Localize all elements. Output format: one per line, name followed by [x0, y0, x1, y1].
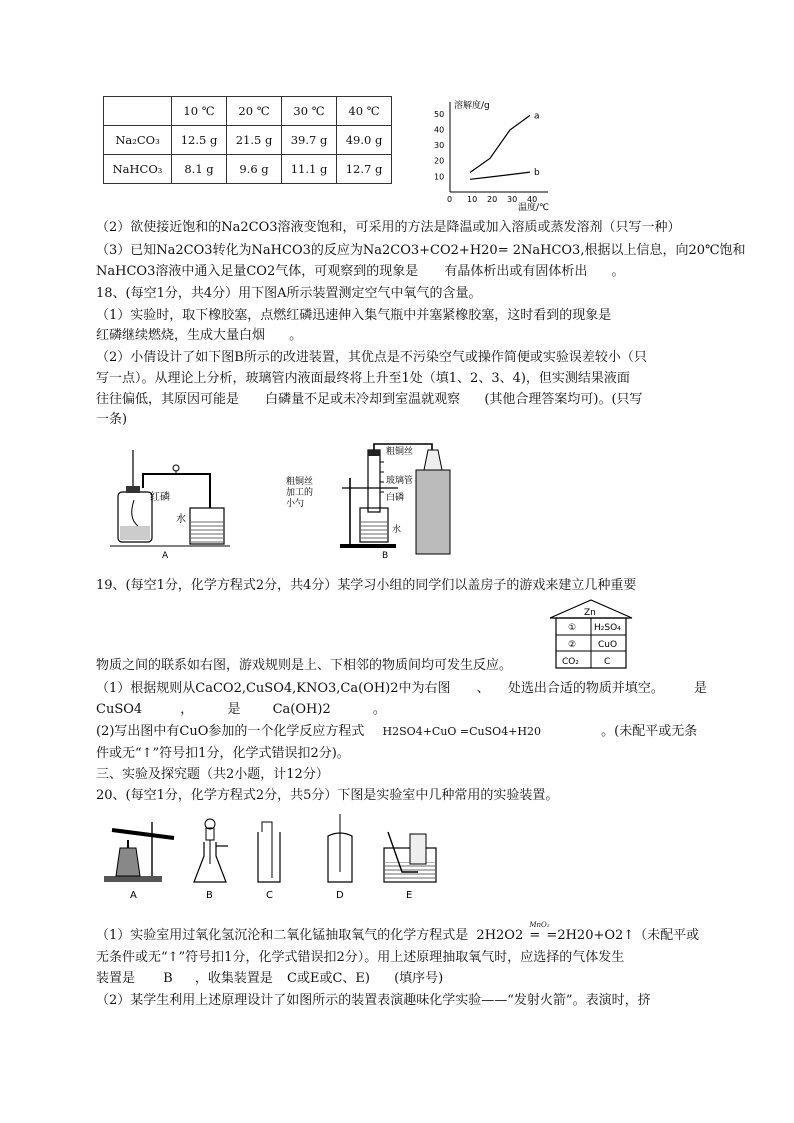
apparatus-e	[384, 832, 436, 901]
x-axis-label: 温度/℃	[518, 203, 550, 213]
text-fragment: （1）实验室用过氧化氢沉沦和二氧化锰抽取氧气的化学方程式是	[96, 928, 469, 943]
answer-text: 有晶体析出或有固体析出	[444, 264, 588, 279]
answer-text: Ca(OH)2	[272, 702, 331, 717]
series-label: b	[534, 168, 540, 179]
apparatus-label: B	[206, 890, 213, 901]
catalyst-condition: MnO₂ =	[529, 926, 540, 945]
table-cell: 12.5 g	[172, 126, 227, 155]
apparatus-d	[328, 814, 352, 901]
table-header-cell: 20 ℃	[227, 97, 282, 126]
text-line: （2）小倩设计了如下图B所示的改进装置，其优点是不污染空气或操作简便或实验误差较小（只	[96, 350, 647, 365]
text-line	[96, 326, 302, 345]
text-line: （3）已知Na2CO3转化为NaHCO3的反应为Na2CO3+CO2+H20= 2NaHCO3,根据以上信息，向20℃饱和	[96, 243, 746, 258]
text-line: 一条)	[96, 412, 128, 427]
text-fragment: 往往偏低，其原因可能是	[96, 392, 240, 407]
answer-text: H2SO4+CuO =CuSO4+H20	[382, 725, 541, 738]
text-line: （2）某学生利用上述原理设计了如图所示的装置表演趣味化学实验——“发射火箭”。表演时，挤	[96, 993, 651, 1008]
table-cell: 49.0 g	[337, 126, 392, 155]
apparatus-b	[194, 819, 228, 901]
text-fragment: ，	[180, 702, 194, 717]
text-line: 件或无“↑”符号扣1分，化学式错误扣2分)。	[96, 746, 350, 761]
text-fragment: (2)写出图中有CuO参加的一个化学反应方程式	[96, 724, 365, 739]
text-fragment: (其他合理答案均可)。(只写	[484, 392, 643, 407]
text-fragment: ，收集装置是	[194, 971, 273, 986]
figure-b-apparatus	[282, 440, 462, 560]
text-line: （1）实验时，取下橡胶塞，点燃红磷迅速伸入集气瓶中并塞紧橡胶塞，这时看到的现象是	[96, 308, 612, 323]
figure-caption: B	[382, 551, 389, 560]
y-tick-label: 40	[434, 125, 445, 135]
figure-caption: A	[162, 551, 169, 560]
answer-text: 红磷继续燃烧，生成大量白烟	[96, 328, 266, 343]
row-label: Na₂CO₃	[104, 126, 172, 155]
text-fragment: （1）根据规则从CaCO2,CuSO4,KNO3,Ca(OH)2中为右图	[96, 681, 451, 696]
table-header-cell: 10 ℃	[172, 97, 227, 126]
x-tick-label: 40	[527, 195, 538, 204]
table-header-row	[104, 97, 392, 126]
answer-text: 白磷量不足或未冷却到室温就观察	[265, 392, 461, 407]
table-cell: 21.5 g	[227, 126, 282, 155]
text-line	[96, 921, 700, 945]
label-copper-wire: 粗铜丝	[386, 447, 414, 457]
text-fragment: 是	[693, 681, 707, 696]
label-copper-spoon: 粗铜丝加工的小勺	[286, 477, 314, 509]
label-water: 水	[176, 514, 186, 525]
y-tick-label: 50	[434, 109, 445, 119]
table-cell: 12.7 g	[337, 155, 392, 184]
wood-block	[416, 470, 450, 554]
text-fragment: 处选出合适的物质并填空。	[507, 681, 664, 696]
table-row	[104, 155, 392, 184]
row-label: NaHCO₃	[104, 155, 172, 184]
table-cell: 39.7 g	[282, 126, 337, 155]
house-diagram	[548, 598, 634, 670]
text-line	[96, 722, 697, 741]
answer-text: C或E或C、E)	[287, 971, 370, 986]
figure-a-apparatus	[110, 448, 230, 560]
y-tick-label: 20	[434, 156, 445, 166]
house-cell: C	[604, 657, 611, 667]
solubility-table	[103, 96, 392, 184]
house-cell: ①	[568, 623, 577, 633]
text-line: 无条件或无“↑”符号扣1分，化学式错误扣2分）。用上述原理抽取氧气时，应选择的气体发生	[96, 950, 625, 965]
y-tick-label: 30	[434, 141, 445, 151]
text-line	[96, 700, 386, 719]
text-fragment: 、	[476, 681, 490, 696]
house-cell: H₂SO₄	[594, 623, 621, 633]
table-cell: 8.1 g	[172, 155, 227, 184]
label-water: 水	[392, 525, 402, 535]
text-line	[96, 390, 643, 409]
text-fragment: 。(未配平或无条	[601, 724, 698, 739]
apparatus-label: C	[266, 890, 273, 901]
answer-text: CuSO4	[96, 702, 143, 717]
apparatus-a	[104, 822, 174, 901]
table-row	[104, 126, 392, 155]
answer-text: 2H2O2	[476, 928, 524, 943]
text-fragment: 是	[227, 702, 241, 717]
text-line	[96, 262, 625, 281]
text-fragment: 。	[611, 264, 625, 279]
text-line: 19、(每空1分，化学方程式2分，共4分）某学习小组的同学们以盖房子的游戏来建立几种重要	[96, 578, 637, 593]
apparatus-label: D	[336, 890, 344, 901]
table-header-cell: 30 ℃	[282, 97, 337, 126]
label-glass-tube: 玻璃管	[386, 476, 414, 486]
house-cell: CO₂	[562, 657, 579, 667]
house-cell: CuO	[598, 640, 618, 650]
house-roof-label: Zn	[584, 608, 596, 618]
answer-text: B	[163, 971, 173, 986]
text-line	[96, 679, 707, 698]
series-line-a	[470, 115, 530, 172]
x-tick-label: 0	[447, 195, 453, 204]
x-tick-label: 20	[487, 195, 498, 204]
table-cell: 11.1 g	[282, 155, 337, 184]
table-cell: 9.6 g	[227, 155, 282, 184]
label-red-phosphorus: 红磷	[150, 492, 170, 503]
text-fragment: 装置是	[96, 971, 136, 986]
apparatus-label: A	[130, 890, 137, 901]
text-fragment: 。	[289, 328, 303, 343]
lab-apparatus-figure	[100, 812, 440, 904]
y-axis-label: 溶解度/g	[454, 101, 490, 111]
text-line: 物质之间的联系如右图，游戏规则是上、下相邻的物质间均可发生反应。	[96, 658, 513, 673]
table-header-cell	[104, 97, 172, 126]
apparatus-label: E	[406, 890, 413, 901]
text-fragment: 。	[372, 702, 386, 717]
y-tick-label: 10	[434, 172, 445, 182]
catalyst-label: MnO₂	[529, 921, 550, 929]
series-label: a	[534, 111, 540, 122]
x-tick-label: 30	[507, 195, 518, 204]
text-fragment: NaHCO3溶液中通入足量CO2气体，可观察到的现象是	[96, 264, 419, 279]
solubility-chart	[418, 96, 558, 214]
label-white-phosphorus: 白磷	[386, 493, 405, 503]
text-fragment: (填序号)	[394, 971, 444, 986]
answer-text: =2H20+O2↑（未配平或	[546, 928, 700, 943]
series-line-b	[470, 172, 530, 179]
text-line: 20、(每空1分，化学方程式2分，共5分）下图是实验室中几种常用的实验装置。	[96, 788, 559, 803]
table-header-cell: 40 ℃	[337, 97, 392, 126]
glass-tube	[368, 450, 380, 512]
text-line: （2）欲使接近饱和的Na2CO3溶液变饱和，可采用的方法是降温或加入溶质或蒸发溶剂（只写一种）	[96, 220, 681, 235]
house-cell: ②	[568, 640, 577, 650]
section-heading: 三、实验及探究题（共2小题，计12分）	[96, 767, 329, 782]
text-line	[96, 969, 443, 988]
text-line: 18、(每空1分，共4分）用下图A所示装置测定空气中氧气的含量。	[96, 286, 482, 301]
apparatus-c	[258, 822, 280, 901]
text-line: 写一点）。从理论上分析，玻璃管内液面最终将上升至1处（填1、2、3、4)，但实测结果液面	[96, 371, 630, 386]
x-tick-label: 10	[467, 195, 478, 204]
